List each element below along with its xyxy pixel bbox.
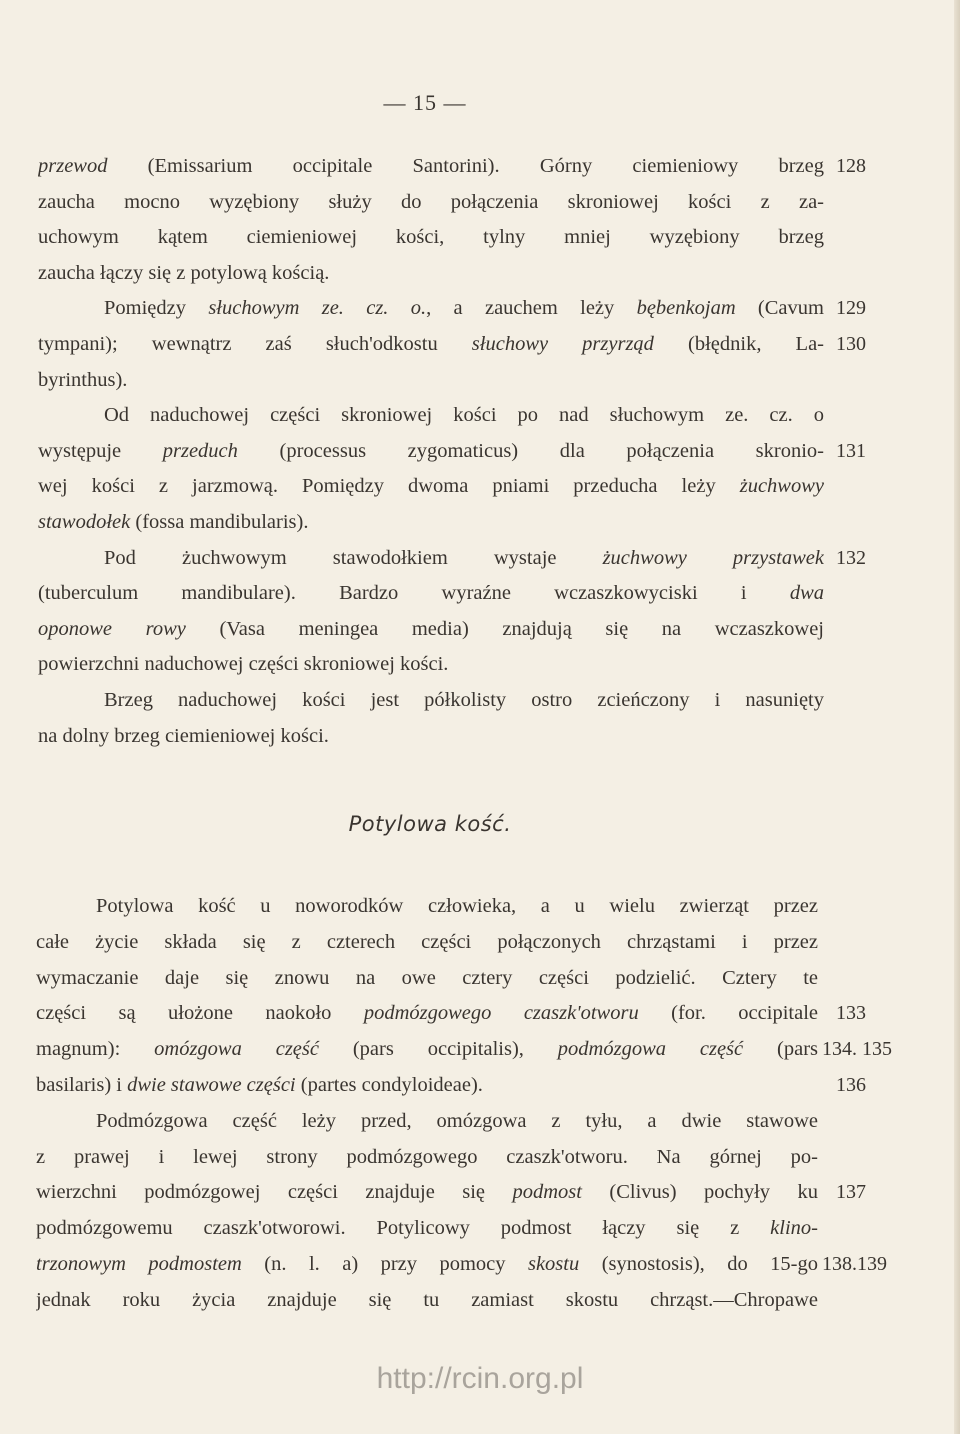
text-line — [36, 1031, 818, 1067]
text-line — [38, 611, 824, 647]
text-segment: podmózgowemu czaszk'otworowi. Potylicowy podmost łączy się z — [36, 1217, 771, 1240]
text-segment: Brzeg naduchowej kości jest półkolisty ostro zcieńczony i nasunięty — [104, 689, 824, 711]
text-line — [38, 646, 824, 682]
margin-reference-number: 136 — [836, 1074, 866, 1096]
text-segment: magnum): — [36, 1038, 155, 1061]
text-segment: Od naduchowej części skroniowej kości po nad słuchowym ze. cz. o — [104, 404, 824, 427]
term-italic: podmózgowa część — [557, 1038, 744, 1061]
text-segment: całe życie składa się z czterech części połączonych chrząstami i przez — [36, 930, 818, 953]
text-segment: (partes condyloideae). — [295, 1074, 483, 1096]
term-italic: trzonowym podmostem — [36, 1253, 242, 1275]
term-italic: skostu — [527, 1253, 580, 1275]
section-heading: Potylowa kość. — [348, 812, 512, 836]
text-segment: jednak roku życia znajduje się tu zamiast skostu chrząst.—Chropawe — [36, 1288, 818, 1311]
source-url: http://rcin.org.pl — [376, 1362, 584, 1395]
text-line — [38, 148, 824, 184]
margin-reference-number: 133 — [836, 1002, 866, 1025]
text-segment: (pars occipitalis), — [318, 1038, 558, 1061]
text-segment: wymaczanie daje się znowu na owe cztery części podzielić. Cztery te — [36, 966, 818, 989]
text-segment: basilaris) i — [36, 1074, 128, 1096]
term-italic: żuchwowy — [739, 475, 824, 498]
term-italic: podmózgowego czaszk'otworu — [363, 1002, 639, 1025]
text-segment: (Vasa meningea media) znajdują się na wczaszkowej — [185, 617, 824, 640]
text-segment: zaucha łączy się z potylową kością. — [38, 261, 330, 284]
text-segment: (Emissarium occipitale Santorini). Górny ciemieniowy brzeg — [107, 155, 824, 177]
text-segment: (Clivus) pochyły ku — [581, 1181, 818, 1204]
text-line — [36, 1282, 818, 1318]
text-line — [38, 468, 824, 504]
text-line — [104, 682, 824, 718]
text-segment: byrinthus). — [38, 368, 128, 391]
text-segment: (synostosis), do 15-go — [579, 1253, 818, 1275]
term-italic: stawodołek — [38, 511, 131, 533]
term-italic: bębenkojam — [636, 297, 736, 320]
text-segment: (tuberculum mandibulare). Bardzo wyraźne wczaszkowyciski i — [38, 582, 790, 605]
margin-reference-number: 128 — [836, 155, 866, 177]
text-segment: z prawej i lewej strony podmózgowego czaszk'otworu. Na górnej po- — [36, 1145, 818, 1168]
term-italic: przewod — [38, 155, 108, 177]
text-segment: (pars — [743, 1038, 818, 1061]
text-line — [36, 1210, 818, 1246]
term-italic: żuchwowy przystawek — [602, 546, 824, 569]
text-line — [38, 718, 824, 754]
margin-reference-number: 131 — [836, 439, 866, 462]
text-segment: powierzchni naduchowej części skroniowej kości. — [38, 653, 449, 676]
term-italic: przeduch — [162, 439, 238, 462]
text-segment: (błędnik, La- — [653, 333, 824, 355]
term-italic: omózgowa część — [154, 1038, 319, 1061]
text-line — [36, 995, 818, 1031]
text-line — [104, 540, 824, 576]
text-segment: Podmózgowa część leży przed, omózgowa z tyłu, a dwie stawowe — [96, 1109, 818, 1132]
text-segment: występuje — [38, 439, 163, 462]
text-segment: części są ułożone naokoło — [36, 1002, 364, 1025]
text-line — [96, 1103, 818, 1139]
text-line — [38, 362, 824, 398]
text-segment: wej kości z jarzmową. Pomiędzy dwoma pniami przeducha leży — [38, 475, 740, 498]
text-line — [38, 504, 824, 540]
margin-reference-number: 138.139 — [822, 1253, 887, 1275]
term-italic: podmost — [512, 1181, 582, 1204]
text-segment: na dolny brzeg ciemieniowej kości. — [38, 724, 329, 747]
page-number: — 15 — — [383, 90, 467, 115]
text-segment: zaucha mocno wyzębiony służy do połączenia skroniowej kości z za- — [38, 190, 824, 213]
text-line — [38, 255, 824, 291]
text-line — [36, 1139, 818, 1175]
term-italic: dwie stawowe części — [127, 1074, 296, 1096]
term-italic: oponowe rowy — [38, 617, 186, 640]
text-line — [38, 219, 824, 255]
text-segment: (fossa mandibularis). — [130, 511, 309, 533]
text-line — [36, 1067, 818, 1103]
page-edge — [954, 0, 960, 1434]
text-line — [38, 326, 824, 362]
margin-reference-number: 134. 135 — [822, 1038, 892, 1061]
text-segment: wierzchni podmózgowej części znajduje się — [36, 1181, 513, 1204]
text-line — [38, 433, 824, 469]
margin-reference-number: 129 — [836, 297, 866, 320]
margin-reference-number: 130 — [836, 333, 866, 355]
text-segment: , a zauchem leży — [426, 297, 637, 320]
text-segment: Pod żuchwowym stawodołkiem wystaje — [104, 546, 603, 569]
text-segment: (Cavum — [735, 297, 824, 320]
text-line — [36, 924, 818, 960]
text-segment: uchowym kątem ciemieniowej kości, tylny mniej wyzębiony brzeg — [38, 226, 824, 249]
text-line — [96, 888, 818, 924]
term-italic: dwa — [789, 582, 824, 605]
text-line — [38, 184, 824, 220]
text-line — [104, 290, 824, 326]
term-italic: słuchowym ze. cz. o. — [208, 297, 427, 320]
margin-reference-number: 137 — [836, 1181, 866, 1204]
text-line — [36, 1246, 818, 1282]
text-line — [36, 1174, 818, 1210]
text-segment: Potylowa kość u noworodków człowieka, a u wielu zwierząt przez — [96, 895, 818, 917]
term-italic: słuchowy przyrząd — [471, 333, 654, 355]
margin-reference-number: 132 — [836, 546, 866, 569]
term-italic: klino- — [770, 1217, 818, 1240]
text-segment: (n. l. a) przy pomocy — [241, 1253, 528, 1275]
text-segment: (for. occipitale — [638, 1002, 818, 1025]
text-line — [38, 575, 824, 611]
text-segment: (processus zygomaticus) dla połączenia skronio- — [237, 439, 824, 462]
text-line — [104, 397, 824, 433]
text-segment: Pomiędzy — [104, 297, 209, 320]
text-segment: tympani); wewnątrz zaś słuch'odkostu — [38, 333, 472, 355]
text-line — [36, 960, 818, 996]
